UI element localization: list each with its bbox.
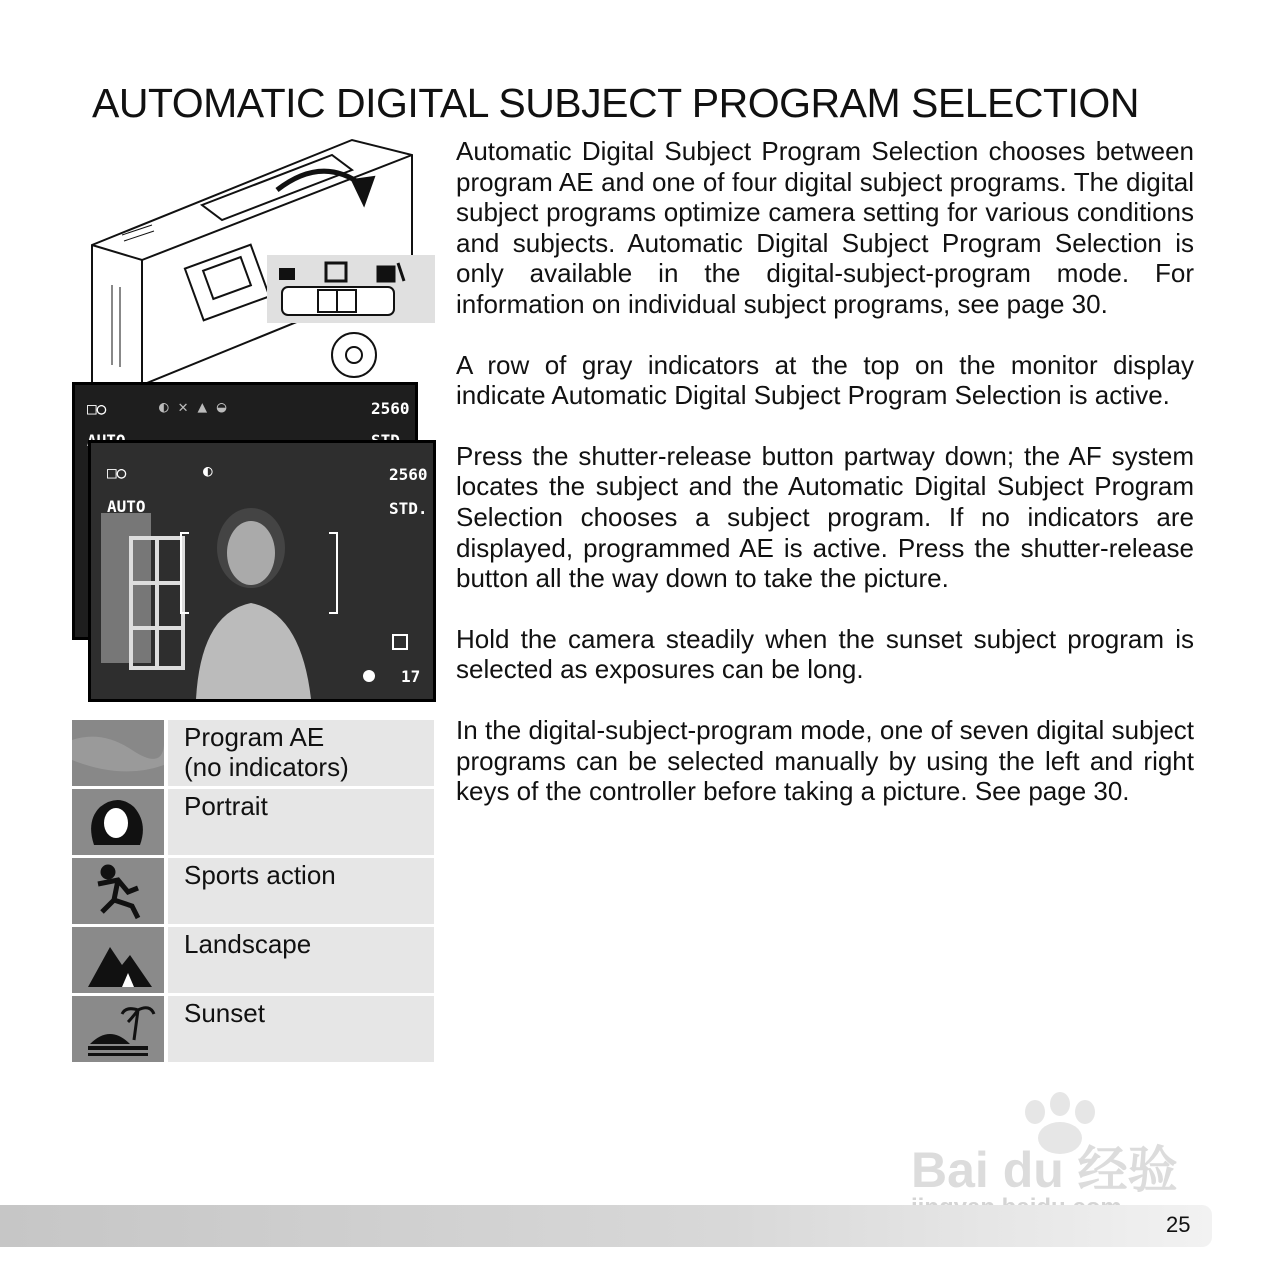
paragraph: Automatic Digital Subject Program Selection chooses between program AE and one of four digital subject programs. The digital subject programs optimize camera setting for various conditions and subjects. Automatic Digital Subject Program Selection is only available in the digital-subject-program mode. For information on individual subject programs, see page 30. [456,136,1194,319]
subject-program-legend [72,720,434,1065]
legend-row-portrait [72,789,434,855]
program-ae-icon [72,720,164,786]
camera-illustration [82,135,442,395]
paragraph: In the digital-subject-program mode, one of seven digital subject programs can be selected manually by using the left and right keys of the controller before taking a picture. See page 30. [456,714,1194,807]
legend-row-sports-action [72,858,434,924]
subject-indicators: ◐ ✕ ▲ ◒ [159,397,227,416]
sports-action-icon [72,858,164,924]
camera-mode-icon [279,268,295,280]
body-text [456,136,1194,837]
legend-row-sunset [72,996,434,1062]
frame-counter: 17 [401,667,421,686]
legend-label: Sports action [168,858,434,924]
page-number: 25 [1166,1212,1191,1237]
portrait-icon [72,789,164,855]
legend-label: Landscape [168,927,434,993]
mode-indicator-icon: □○ [107,463,127,482]
resolution-readout: 2560 [371,399,410,418]
paragraph: A row of gray indicators at the top on the monitor display indicate Automatic Digital Subject Program Selection is active. [456,349,1194,411]
resolution-readout: 2560 [389,465,428,484]
legend-row-landscape [72,927,434,993]
legend-row-program-ae [72,720,434,786]
page-title: AUTOMATIC DIGITAL SUBJECT PROGRAM SELECTION [92,80,1139,126]
monitor-display-front [88,440,436,702]
mode-indicator-icon: □○ [87,399,107,418]
legend-label: Sunset [168,996,434,1062]
paragraph: Hold the camera steadily when the sunset subject program is selected as exposures can be long. [456,623,1194,685]
portrait-scene [91,443,433,699]
paragraph: Press the shutter-release button partway down; the AF system locates the subject and the Automatic Digital Subject Program Selection chooses a subject program. If no indicators are displayed, programmed AE is active. Press the shutter-release button all the way down to take the picture. [456,440,1194,594]
legend-label: Portrait [168,789,434,855]
watermark-brand: Bai du 经验 [911,1142,1178,1198]
portrait-indicator-icon: ◐ [203,461,213,480]
footer-bar [0,1205,1212,1247]
quality-readout: STD. [389,499,428,518]
landscape-icon [72,927,164,993]
flash-mode-readout: AUTO [107,497,146,516]
sunset-icon [72,996,164,1062]
legend-label: Program AE (no indicators) [168,720,434,786]
